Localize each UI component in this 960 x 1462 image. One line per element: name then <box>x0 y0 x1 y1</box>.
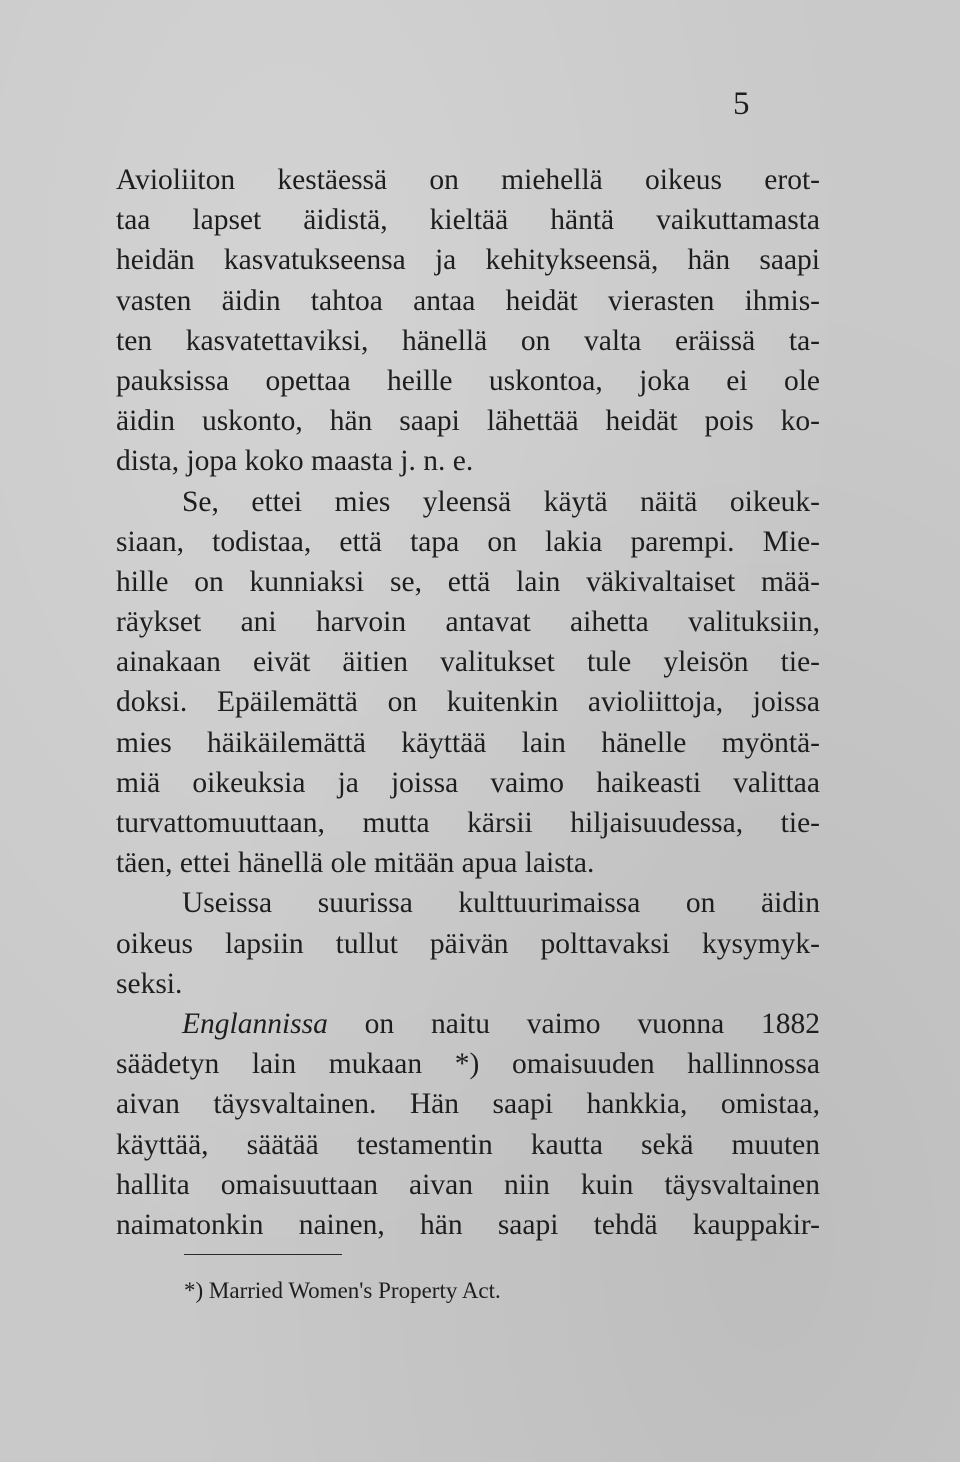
text-line: hille on kunniaksi se, että lain väkivaltaiset mää- <box>116 565 820 598</box>
body-text <box>116 160 820 1245</box>
text-line: äidin uskonto, hän saapi lähettää heidät pois ko- <box>116 405 820 438</box>
text-line: seksi. <box>116 967 183 1000</box>
text-line-rest: on naitu vaimo vuonna 1882 <box>327 1007 820 1040</box>
page-number: 5 <box>733 86 750 122</box>
text-line: turvattomuuttaan, mutta kärsii hiljaisuudessa, tie- <box>116 807 820 839</box>
text-line: ten kasvatettaviksi, hänellä on valta eräissä ta- <box>116 324 820 357</box>
text-line: täen, ettei hänellä ole mitään apua laista. <box>116 847 595 880</box>
text-line: dista, jopa koko maasta j. n. e. <box>116 445 474 478</box>
text-line: pauksissa opettaa heille uskontoa, joka ei ole <box>116 364 820 397</box>
text-line: Se, ettei mies yleensä käytä näitä oikeuk- <box>182 485 820 518</box>
text-line: heidän kasvatukseensa ja kehitykseensä, hän saapi <box>116 244 820 277</box>
text-line: siaan, todistaa, että tapa on lakia parempi. Mie- <box>116 525 820 558</box>
text-line: vasten äidin tahtoa antaa heidät vierasten ihmis- <box>116 284 820 317</box>
footnote: *) Married Women's Property Act. <box>184 1278 501 1303</box>
text-line: oikeus lapsiin tullut päivän polttavaksi kysymyk- <box>116 927 820 960</box>
text-line: Avioliiton kestäessä on miehellä oikeus erot- <box>116 164 820 196</box>
text-line: Useissa suurissa kulttuurimaissa on äidin <box>182 887 820 920</box>
text-line: taa lapset äidistä, kieltää häntä vaikuttamasta <box>116 204 820 237</box>
text-line: hallita omaisuuttaan aivan niin kuin täysvaltainen <box>116 1168 820 1201</box>
footnote-divider <box>184 1254 342 1255</box>
text-line: räykset ani harvoin antavat aihetta valituksiin, <box>116 606 820 639</box>
text-line: mies häikäilemättä käyttää lain hänelle myöntä- <box>116 726 820 759</box>
italic-country-name: Englannissa <box>182 1007 328 1040</box>
text-line: aivan täysvaltainen. Hän saapi hankkia, omistaa, <box>116 1088 820 1121</box>
text-line: käyttää, säätää testamentin kautta sekä muuten <box>116 1128 820 1161</box>
text-line: naimatonkin nainen, hän saapi tehdä kauppakir- <box>116 1208 820 1241</box>
text-line: ainakaan eivät äitien valitukset tule yleisön tie- <box>116 646 820 679</box>
text-line: doksi. Epäilemättä on kuitenkin avioliittoja, joissa <box>116 686 820 719</box>
text-line-england <box>116 1004 820 1044</box>
text-line: miä oikeuksia ja joissa vaimo haikeasti valittaa <box>116 766 820 799</box>
text-line: säädetyn lain mukaan *) omaisuuden hallinnossa <box>116 1048 820 1081</box>
